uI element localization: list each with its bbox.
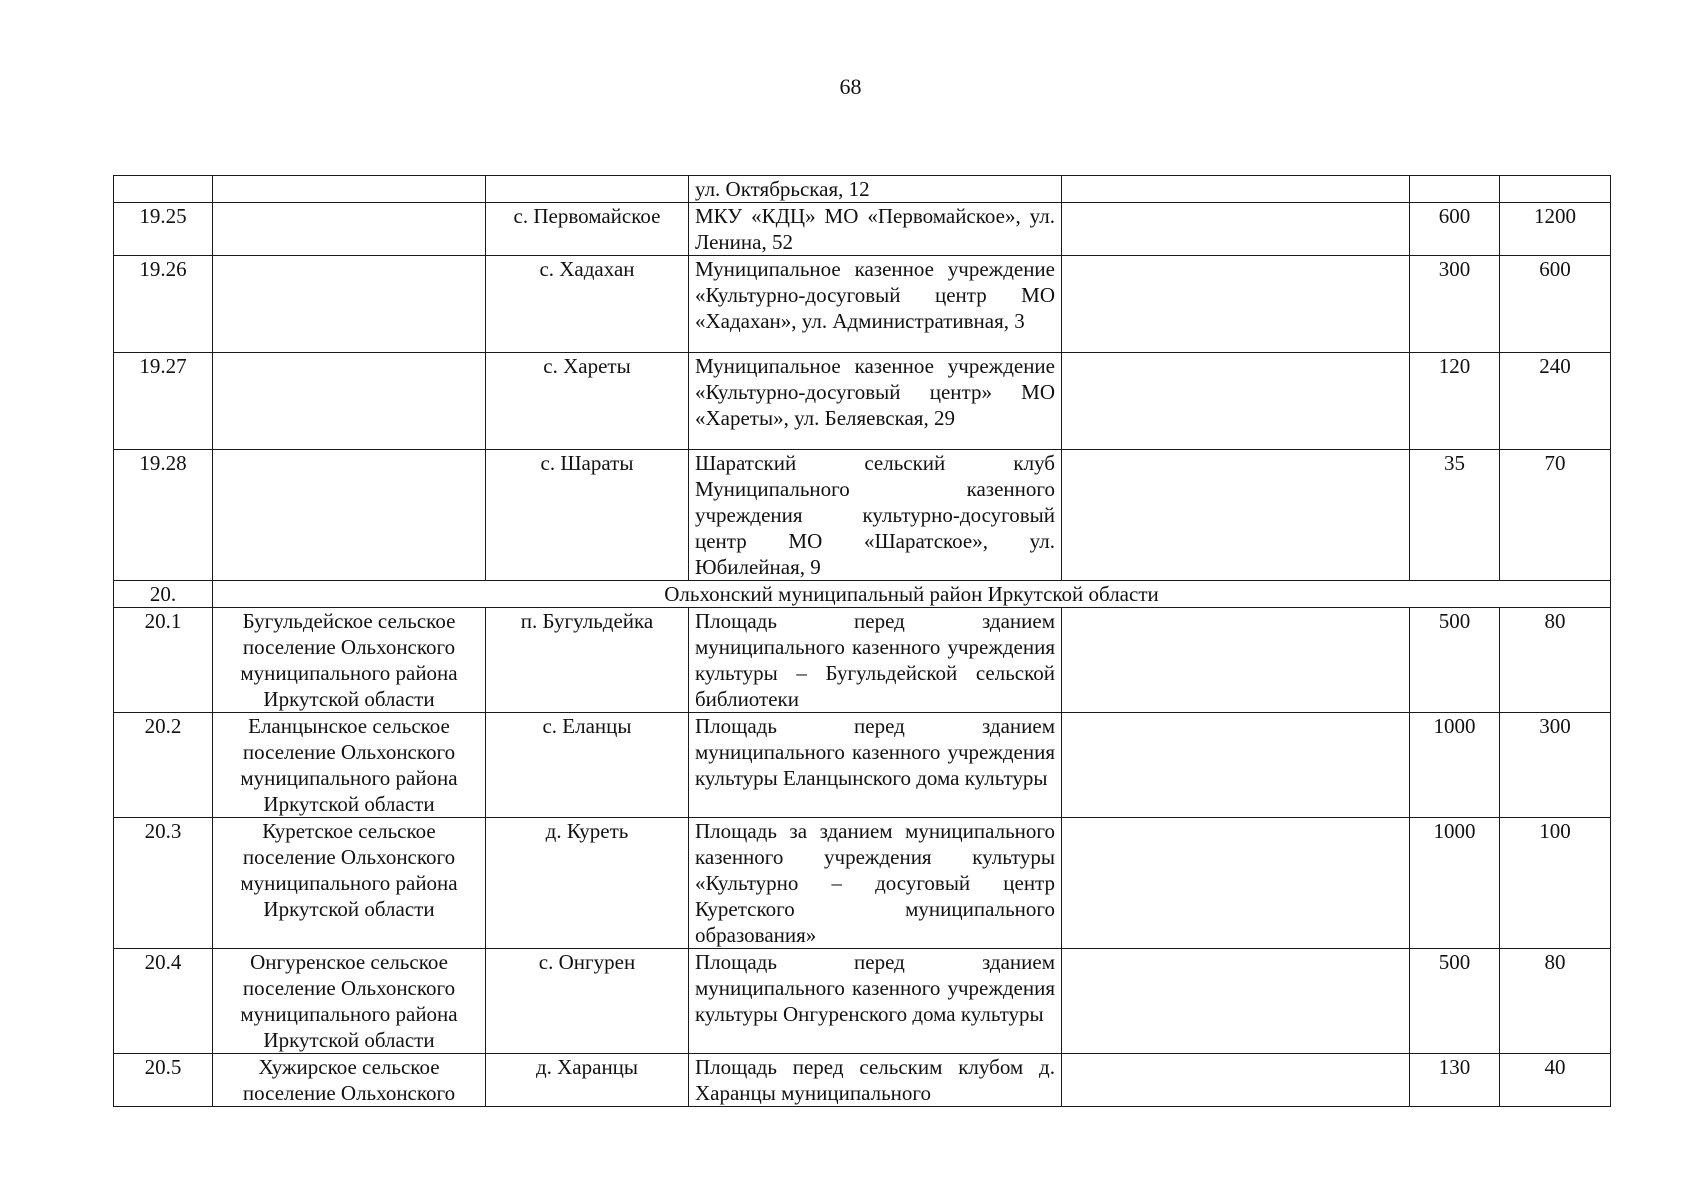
- value-2-cell: 80: [1500, 949, 1611, 1054]
- value-2-cell: 300: [1500, 713, 1611, 818]
- table-row: [114, 949, 1611, 1054]
- venue-cell: Муниципальное казенное учреждение «Культурно-досуговый центр» МО «Хареты», ул. Беляевская, 29: [689, 353, 1062, 450]
- value-1-cell: 300: [1410, 256, 1500, 353]
- note-cell: [1062, 203, 1410, 256]
- value-1-cell: 120: [1410, 353, 1500, 450]
- locality-cell: п. Бугульдейка: [486, 608, 689, 713]
- note-cell: [1062, 818, 1410, 949]
- row-number-cell: 19.26: [114, 256, 213, 353]
- municipality-cell: [213, 450, 486, 581]
- locality-cell: с. Хадахан: [486, 256, 689, 353]
- locality-cell: [486, 176, 689, 203]
- municipality-cell: Бугульдейское сельское поселение Ольхонского муниципального района Иркутской области: [213, 608, 486, 713]
- value-2-cell: 80: [1500, 608, 1611, 713]
- value-1-cell: 1000: [1410, 713, 1500, 818]
- venue-cell: ул. Октябрьская, 12: [689, 176, 1062, 203]
- municipality-cell: [213, 176, 486, 203]
- section-title-cell: Ольхонский муниципальный район Иркутской области: [213, 581, 1611, 608]
- venue-cell: Площадь перед зданием муниципального казенного учреждения культуры – Бугульдейской сельской библиотеки: [689, 608, 1062, 713]
- venue-cell: Площадь перед зданием муниципального казенного учреждения культуры Онгуренского дома культуры: [689, 949, 1062, 1054]
- table-row: [114, 818, 1611, 949]
- note-cell: [1062, 1054, 1410, 1107]
- row-number-cell: 19.27: [114, 353, 213, 450]
- value-2-cell: [1500, 176, 1611, 203]
- row-number-cell: 20.5: [114, 1054, 213, 1107]
- table-row: [114, 608, 1611, 713]
- locality-cell: с. Первомайское: [486, 203, 689, 256]
- row-number-cell: 19.28: [114, 450, 213, 581]
- locality-cell: с. Еланцы: [486, 713, 689, 818]
- note-cell: [1062, 949, 1410, 1054]
- value-1-cell: [1410, 176, 1500, 203]
- table-row: [114, 353, 1611, 450]
- value-2-cell: 240: [1500, 353, 1611, 450]
- row-number-cell: 19.25: [114, 203, 213, 256]
- locality-cell: с. Онгурен: [486, 949, 689, 1054]
- note-cell: [1062, 608, 1410, 713]
- venue-cell: МКУ «КДЦ» МО «Первомайское», ул. Ленина, 52: [689, 203, 1062, 256]
- table-row: [114, 450, 1611, 581]
- row-number-cell: [114, 176, 213, 203]
- venue-cell: Площадь перед сельским клубом д. Харанцы муниципального: [689, 1054, 1062, 1107]
- page-number: 68: [839, 74, 862, 99]
- municipality-cell: [213, 203, 486, 256]
- note-cell: [1062, 450, 1410, 581]
- municipality-cell: [213, 353, 486, 450]
- value-1-cell: 600: [1410, 203, 1500, 256]
- locality-cell: с. Шараты: [486, 450, 689, 581]
- value-2-cell: 600: [1500, 256, 1611, 353]
- value-1-cell: 500: [1410, 949, 1500, 1054]
- row-number-cell: 20.2: [114, 713, 213, 818]
- note-cell: [1062, 176, 1410, 203]
- venue-cell: Площадь перед зданием муниципального казенного учреждения культуры Еланцынского дома культуры: [689, 713, 1062, 818]
- municipality-cell: Куретское сельское поселение Ольхонского муниципального района Иркутской области: [213, 818, 486, 949]
- table-row: [114, 176, 1611, 203]
- table-row: [114, 256, 1611, 353]
- municipality-cell: Еланцынское сельское поселение Ольхонского муниципального района Иркутской области: [213, 713, 486, 818]
- venue-cell: Шаратский сельский клуб Муниципального казенного учреждения культурно-досуговый центр МО «Шаратское», ул. Юбилейная, 9: [689, 450, 1062, 581]
- note-cell: [1062, 256, 1410, 353]
- value-1-cell: 35: [1410, 450, 1500, 581]
- row-number-cell: 20.1: [114, 608, 213, 713]
- value-1-cell: 130: [1410, 1054, 1500, 1107]
- venue-cell: Площадь за зданием муниципального казенного учреждения культуры «Культурно – досуговый центр Куретского муниципального образования»: [689, 818, 1062, 949]
- locality-cell: д. Куреть: [486, 818, 689, 949]
- table-body: [114, 176, 1611, 1107]
- municipality-cell: Хужирское сельское поселение Ольхонского: [213, 1054, 486, 1107]
- row-number-cell: 20.4: [114, 949, 213, 1054]
- table-row: [114, 203, 1611, 256]
- table-row: [114, 1054, 1611, 1107]
- locality-cell: с. Хареты: [486, 353, 689, 450]
- municipality-cell: [213, 256, 486, 353]
- value-1-cell: 500: [1410, 608, 1500, 713]
- note-cell: [1062, 353, 1410, 450]
- data-table: [113, 175, 1611, 1107]
- section-number-cell: 20.: [114, 581, 213, 608]
- municipality-cell: Онгуренское сельское поселение Ольхонского муниципального района Иркутской области: [213, 949, 486, 1054]
- value-2-cell: 1200: [1500, 203, 1611, 256]
- locality-cell: д. Харанцы: [486, 1054, 689, 1107]
- row-number-cell: 20.3: [114, 818, 213, 949]
- value-2-cell: 70: [1500, 450, 1611, 581]
- table-row: [114, 713, 1611, 818]
- note-cell: [1062, 713, 1410, 818]
- venue-cell: Муниципальное казенное учреждение «Культурно-досуговый центр МО «Хадахан», ул. Административная, 3: [689, 256, 1062, 353]
- value-2-cell: 100: [1500, 818, 1611, 949]
- value-2-cell: 40: [1500, 1054, 1611, 1107]
- section-header-row: [114, 581, 1611, 608]
- value-1-cell: 1000: [1410, 818, 1500, 949]
